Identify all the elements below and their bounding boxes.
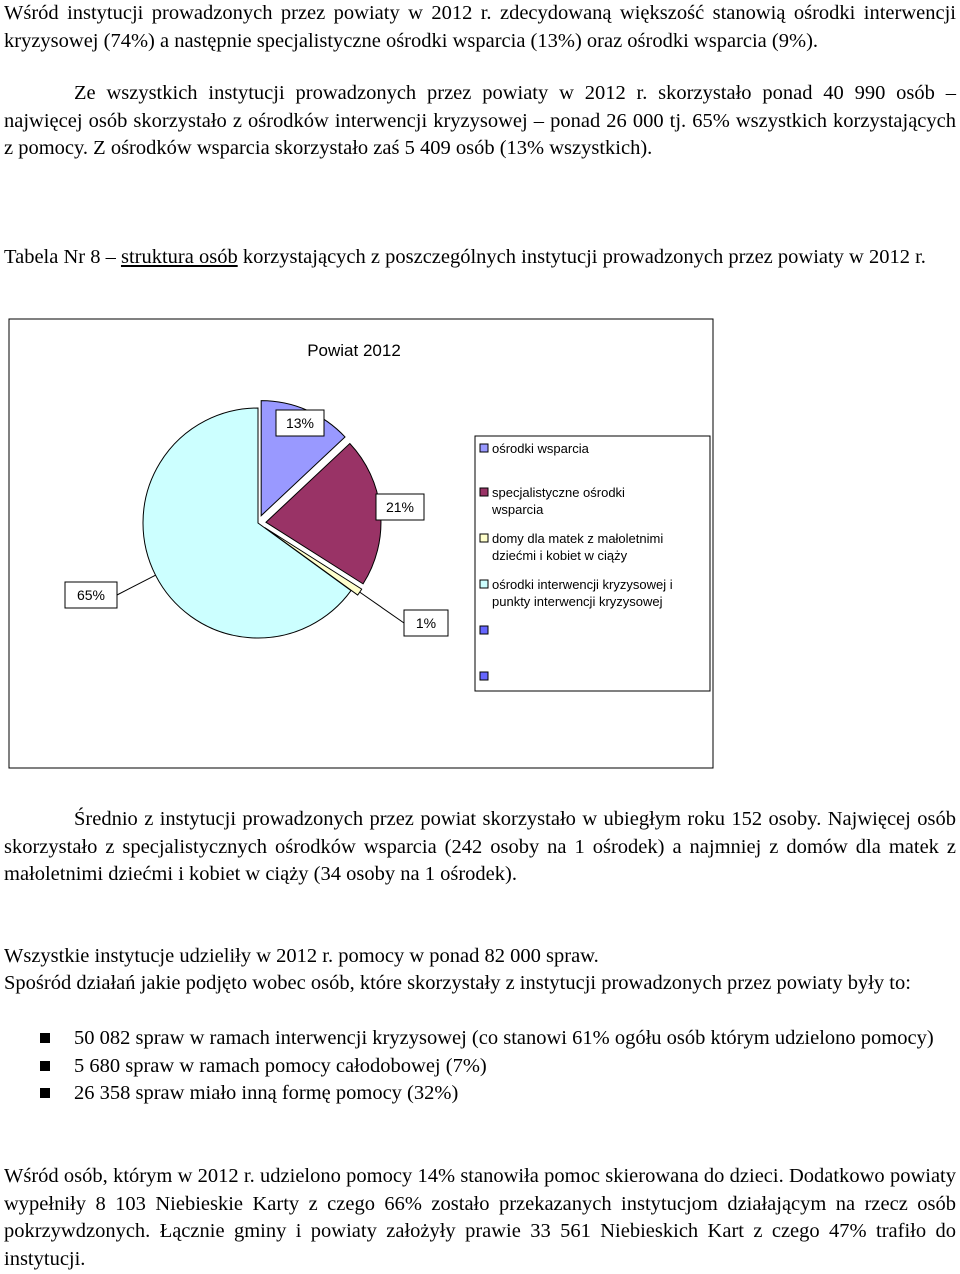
table-caption-prefix: Tabela Nr 8 – bbox=[4, 246, 121, 268]
chart-legend bbox=[475, 436, 710, 691]
bullet-square-icon bbox=[40, 1061, 50, 1071]
bullet-square-icon bbox=[40, 1088, 50, 1098]
cases-paragraph bbox=[4, 943, 956, 971]
legend-label: ośrodki interwencji kryzysowej i bbox=[492, 577, 673, 592]
legend-swatch bbox=[480, 580, 488, 588]
data-label: 21% bbox=[385, 499, 415, 515]
legend-label: specjalistyczne ośrodki bbox=[492, 485, 625, 500]
legend-swatch bbox=[480, 444, 488, 452]
bullet-item bbox=[4, 1053, 956, 1081]
intro-paragraph bbox=[4, 0, 956, 55]
average-paragraph bbox=[4, 806, 956, 889]
bullet-list bbox=[4, 1025, 956, 1108]
legend-label: ośrodki wsparcia bbox=[492, 441, 589, 456]
data-label: 65% bbox=[76, 587, 106, 603]
average-paragraph-text: Średnio z instytucji prowadzonych przez powiat skorzystało w ubiegłym roku 152 osoby. Najwięcej osób skorzystało z specjalistycznych ośrodków wsparcia (242 osoby na 1 ośrodek) a najmniej z domów dla matek z małoletnimi dziećmi i kobiet w ciąży (34 osoby na 1 ośrodek). bbox=[4, 808, 956, 885]
bullet-item bbox=[4, 1080, 956, 1108]
chart-title: Powiat 2012 bbox=[307, 341, 401, 360]
legend-swatch bbox=[480, 626, 488, 634]
bullet-item-text: 26 358 spraw miało inną formę pomocy (32%) bbox=[74, 1082, 459, 1104]
bullet-square-icon bbox=[40, 1033, 50, 1043]
pie-chart bbox=[8, 318, 714, 769]
pie-chart-svg bbox=[8, 318, 714, 769]
actions-intro-paragraph bbox=[4, 970, 956, 998]
table-caption bbox=[4, 244, 956, 272]
legend-swatch bbox=[480, 534, 488, 542]
actions-list bbox=[4, 1025, 956, 1108]
legend-swatch bbox=[480, 488, 488, 496]
legend-label: punkty interwencji kryzysowej bbox=[492, 594, 663, 609]
legend-label: wsparcia bbox=[492, 502, 544, 517]
actions-intro-text: Spośród działań jakie podjęto wobec osób, które skorzystały z instytucji prowadzonych przez powiaty były to: bbox=[4, 972, 911, 994]
data-label: 1% bbox=[415, 615, 437, 631]
bullet-item-text: 5 680 spraw w ramach pomocy całodobowej (7%) bbox=[74, 1054, 487, 1077]
table-caption-underlined: struktura osób bbox=[120, 246, 238, 268]
legend-swatch bbox=[480, 672, 488, 680]
legend-frame bbox=[475, 436, 710, 691]
legend-label: dziećmi i kobiet w ciąży bbox=[492, 548, 628, 563]
table-caption-suffix: korzystających z poszczególnych instytucji prowadzonych przez powiaty w 2012 r. bbox=[237, 246, 926, 268]
legend-label: domy dla matek z małoletnimi bbox=[492, 531, 664, 546]
summary-paragraph bbox=[4, 80, 956, 163]
data-label: 13% bbox=[285, 415, 315, 431]
summary-paragraph-text: Ze wszystkich instytucji prowadzonych przez powiaty w 2012 r. skorzystało ponad 40 990 osób – najwięcej osób skorzystało z ośrodków interwencji kryzysowej – ponad 26 000 tj. 65% wszystkich korzystających z pomocy. Z ośrodków wsparcia skorzystało zaś 5 409 osób (13% wszystkich). bbox=[4, 82, 956, 159]
children-paragraph bbox=[4, 1163, 956, 1273]
intro-paragraph-text: Wśród instytucji prowadzonych przez powiaty w 2012 r. zdecydowaną większość stanowią ośrodki interwencji kryzysowej (74%) a następnie specjalistyczne ośrodki wsparcia (13%) oraz ośrodki wsparcia (9%). bbox=[4, 2, 956, 52]
bullet-item bbox=[4, 1025, 956, 1053]
children-paragraph-text: Wśród osób, którym w 2012 r. udzielono pomocy 14% stanowiła pomoc skierowana do dzieci. Dodatkowo powiaty wypełniły 8 103 Niebieskie Karty z czego 66% zostało przekazanych instytucjom działającym na rzecz osób pokrzywdzonych. Łącznie gminy i powiaty założyły prawie 33 561 Niebieskich Kart z czego 47% trafiło do instytucji. bbox=[4, 1165, 956, 1270]
cases-paragraph-text: Wszystkie instytucje udzieliły w 2012 r. pomocy w ponad 82 000 spraw. bbox=[4, 945, 599, 967]
bullet-item-text: 50 082 spraw w ramach interwencji kryzysowej (co stanowi 61% ogółu osób którym udzielono pomocy) bbox=[74, 1027, 934, 1049]
